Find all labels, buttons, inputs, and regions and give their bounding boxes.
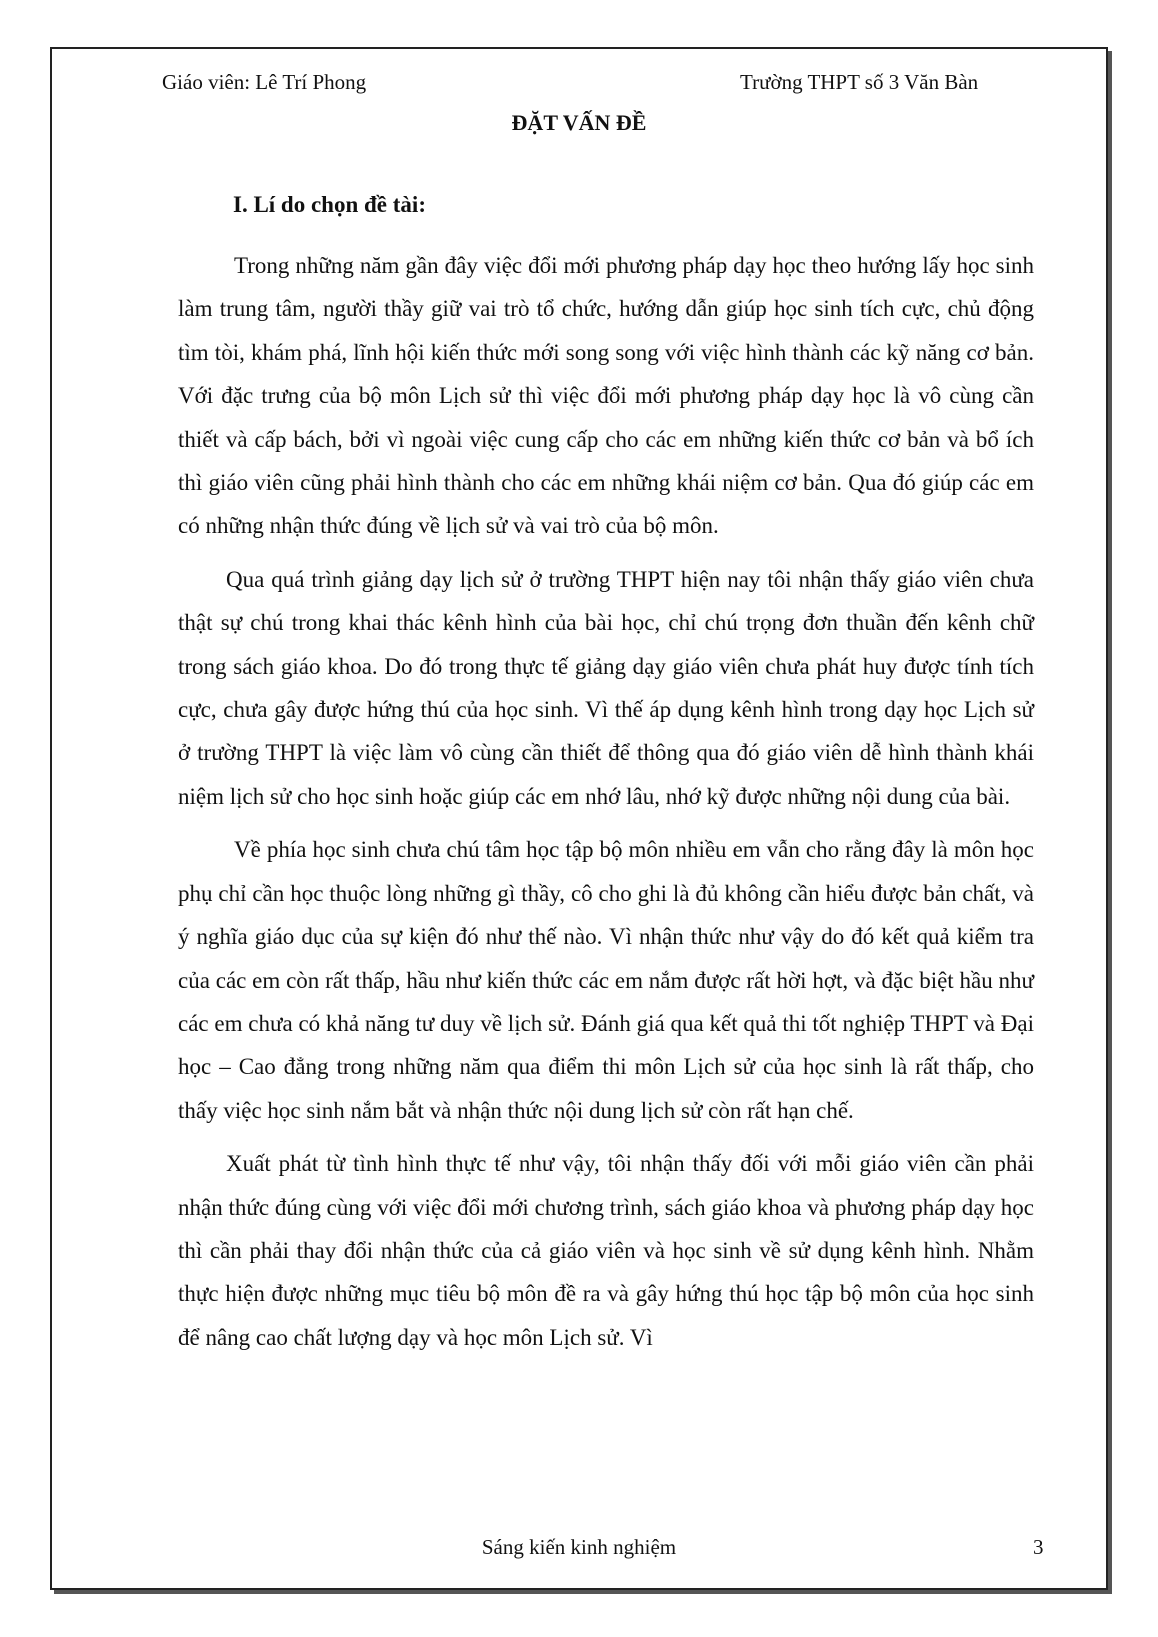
header-teacher: Giáo viên: Lê Trí Phong — [162, 70, 367, 94]
document-title: ĐẶT VẤN ĐỀ — [511, 110, 647, 135]
header-school: Trường THPT số 3 Văn Bàn — [740, 70, 979, 94]
section-heading: I. Lí do chọn đề tài: — [233, 192, 426, 217]
paragraph-3: Về phía học sinh chưa chú tâm học tập bộ môn nhiều em vẫn cho rằng đây là môn học phụ chỉ cần học thuộc lòng những gì thầy, cô cho ghi là đủ không cần hiểu được bản chất, và ý nghĩa giáo dục của sự kiện đó như thế nào. Vì nhận thức như vậy do đó kết quả kiểm tra của các em còn rất thấp, hầu như kiến thức các em nắm được rất hời hợt, và đặc biệt hầu như các em chưa có khả năng tư duy về lịch sử. Đánh giá qua kết quả thi tốt nghiệp THPT và Đại học – Cao đẳng trong những năm qua điểm thi môn Lịch sử của học sinh là rất thấp, cho thấy việc học sinh nắm bắt và nhận thức nội dung lịch sử còn rất hạn chế. — [178, 837, 1034, 1123]
body-text — [178, 244, 1034, 1369]
paragraph-1: Trong những năm gần đây việc đổi mới phương pháp dạy học theo hướng lấy học sinh làm trung tâm, người thầy giữ vai trò tổ chức, hướng dẫn giúp học sinh tích cực, chủ động tìm tòi, khám phá, lĩnh hội kiến thức mới song song với việc hình thành các kỹ năng cơ bản. Với đặc trưng của bộ môn Lịch sử thì việc đổi mới phương pháp dạy học là vô cùng cần thiết và cấp bách, bởi vì ngoài việc cung cấp cho các em những kiến thức cơ bản và bổ ích thì giáo viên cũng phải hình thành cho các em những khái niệm cơ bản. Qua đó giúp các em có những nhận thức đúng về lịch sử và vai trò của bộ môn. — [178, 253, 1034, 539]
paragraph-4: Xuất phát từ tình hình thực tế như vậy, tôi nhận thấy đối với mỗi giáo viên cần phải nhận thức đúng cùng với việc đổi mới chương trình, sách giáo khoa và phương pháp dạy học thì cần phải thay đổi nhận thức của cả giáo viên và học sinh về sử dụng kênh hình. Nhằm thực hiện được những mục tiêu bộ môn đề ra và gây hứng thú học tập bộ môn của học sinh để nâng cao chất lượng dạy và học môn Lịch sử. Vì — [178, 1151, 1034, 1350]
paragraph-2: Qua quá trình giảng dạy lịch sử ở trường THPT hiện nay tôi nhận thấy giáo viên chưa thật sự chú trong khai thác kênh hình của bài học, chỉ chú trọng đơn thuần đến kênh chữ trong sách giáo khoa. Do đó trong thực tế giảng dạy giáo viên chưa phát huy được tính tích cực, chưa gây được hứng thú của học sinh. Vì thế áp dụng kênh hình trong dạy học Lịch sử ở trường THPT là việc làm vô cùng cần thiết để thông qua đó giáo viên dễ hình thành khái niệm lịch sử cho học sinh hoặc giúp các em nhớ lâu, nhớ kỹ được những nội dung của bài. — [178, 566, 1034, 809]
page-number: 3 — [1033, 1535, 1044, 1559]
footer-label: Sáng kiến kinh nghiệm — [481, 1535, 677, 1559]
